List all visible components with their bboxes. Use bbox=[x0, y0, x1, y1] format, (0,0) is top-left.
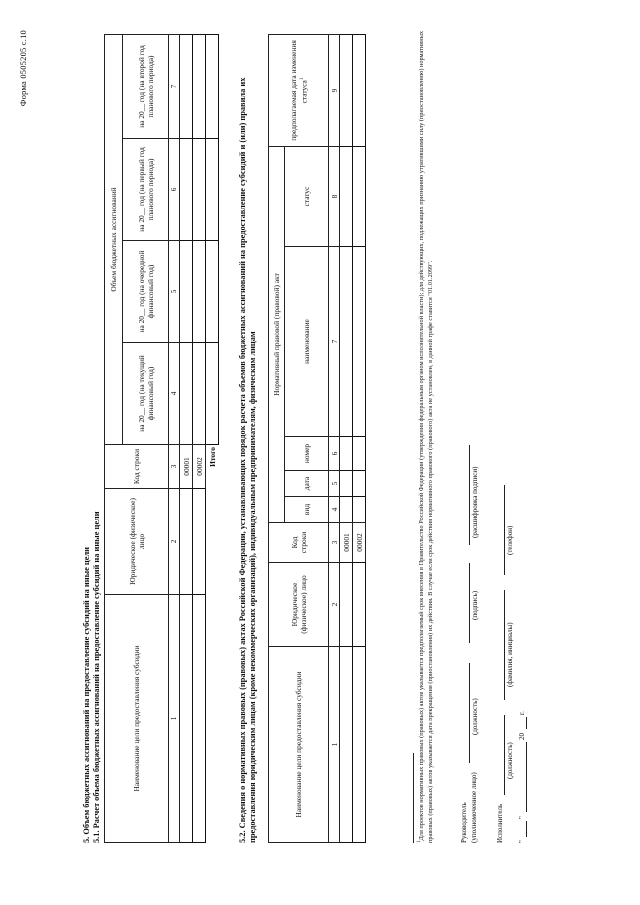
executor-fio-line bbox=[504, 590, 505, 700]
cell-row-code: 00002 bbox=[193, 445, 206, 489]
cell-entity bbox=[193, 489, 206, 595]
col-number: 6 bbox=[329, 437, 340, 471]
cell-purpose bbox=[193, 595, 206, 843]
total-value bbox=[206, 34, 219, 138]
col-number: 8 bbox=[329, 146, 340, 246]
date-year: 20 bbox=[518, 733, 526, 740]
head-decoding-caption: (расшифровка подписи) bbox=[471, 466, 479, 538]
cell-value bbox=[193, 34, 206, 138]
cell-entity bbox=[353, 563, 366, 647]
col-number: 3 bbox=[169, 445, 180, 489]
executor-fio-caption: (фамилия, инициалы) bbox=[506, 622, 514, 687]
executor-position-caption: (должность) bbox=[506, 742, 514, 779]
cell-purpose bbox=[180, 595, 193, 843]
head-decoding-line bbox=[469, 445, 470, 545]
total-value bbox=[206, 241, 219, 343]
col-number: 6 bbox=[169, 139, 180, 241]
col-number: 9 bbox=[329, 34, 340, 146]
footnote-divider bbox=[413, 753, 414, 843]
date-quote-open: " bbox=[518, 840, 526, 843]
cell-value bbox=[180, 241, 193, 343]
header-act-name: наименование bbox=[285, 247, 329, 437]
header-act-group: Нормативный правовой (правовой) акт bbox=[269, 146, 285, 522]
head-sub-label: (уполномоченное лицо) bbox=[470, 772, 478, 843]
total-value bbox=[206, 139, 219, 241]
section-5-title: 5. Объем бюджетных ассигнований на предоставление субсидий на иные цели bbox=[82, 547, 91, 843]
table-row bbox=[353, 34, 366, 842]
col-number: 4 bbox=[169, 343, 180, 445]
header-entity: Юридическое (физическое) лицо bbox=[105, 489, 169, 595]
col-number: 5 bbox=[329, 471, 340, 497]
header-act-status: статус bbox=[285, 146, 329, 246]
head-label: Руководитель bbox=[460, 802, 468, 843]
col-number: 1 bbox=[169, 595, 180, 843]
header-act-kind: вид bbox=[285, 497, 329, 523]
header-act-date: дата bbox=[285, 471, 329, 497]
cell-value bbox=[193, 241, 206, 343]
col-number: 3 bbox=[329, 523, 340, 563]
executor-position-line bbox=[504, 715, 505, 795]
total-value bbox=[206, 343, 219, 445]
date-quote-close: " bbox=[518, 816, 526, 819]
date-year-line bbox=[526, 717, 527, 729]
cell-purpose bbox=[353, 647, 366, 843]
table-row bbox=[193, 34, 206, 842]
col-number: 2 bbox=[169, 489, 180, 595]
head-signature-caption: (подпись) bbox=[471, 590, 479, 620]
header-row-code: Код строки bbox=[105, 445, 169, 489]
head-position-caption: (должность) bbox=[471, 698, 479, 735]
col-number: 5 bbox=[169, 241, 180, 343]
executor-label: Исполнитель bbox=[496, 803, 504, 843]
col-number: 1 bbox=[329, 647, 340, 843]
executor-phone-line bbox=[504, 485, 505, 575]
header-purpose: Наименование цели предоставления субсидии bbox=[269, 647, 329, 843]
date-suffix: г. bbox=[518, 711, 526, 715]
header-act-number: номер bbox=[285, 437, 329, 471]
cell-value bbox=[180, 343, 193, 445]
date-day-line bbox=[526, 821, 527, 837]
head-position-line bbox=[469, 663, 470, 763]
form-code: Форма 0505205 с.10 bbox=[18, 30, 28, 107]
head-signature-line bbox=[469, 563, 470, 643]
cell-value bbox=[193, 139, 206, 241]
executor-phone-caption: (телефон) bbox=[506, 525, 514, 555]
section-5-1-title: 5.1. Расчет объема бюджетных ассигнований на предоставление субсидий на иные цели bbox=[92, 511, 101, 843]
total-label: Итого bbox=[207, 447, 217, 467]
header-year-current: на 20__ год (на текущий финансовый год) bbox=[123, 343, 169, 445]
footnote: $^1$Для проектов нормативных правовых (правовых) актов указывается предполагаемый срок внесения в Правительство Российской Федерации (утверждения федеральным органом исполнительной власти); для действующих, подлежащих признанию утратившими силу (приостановлению) нормативных правовых (правовых) актов указывается дата прекращения (приостановления) их действия. В случае если срок действия нормативного правового (правового) акта не установлен, в данной графе ставится "01.01.2099". bbox=[417, 31, 434, 843]
cell-row-code: 00001 bbox=[340, 523, 353, 563]
budget-allocation-table bbox=[104, 34, 219, 843]
section-5-2-title: 5.2. Сведения о нормативных правовых (правовых) актах Российской Федерации, устанавливающих порядок расчета объемов бюджетных ассигнований на предоставление субсидий и (или) правила их предоставления юридическим лицам (кроме некоммерческих организаций), индивидуальным предпринимателям, физическим лицам bbox=[238, 77, 257, 843]
cell-value bbox=[180, 139, 193, 241]
header-purpose: Наименование цели предоставления субсидии bbox=[105, 595, 169, 843]
header-entity: Юридическое (физическое) лицо bbox=[269, 563, 329, 647]
header-row-code: Код строки bbox=[269, 523, 329, 563]
header-allocation-group: Объем бюджетных ассигнований bbox=[105, 34, 123, 444]
cell-value bbox=[180, 34, 193, 138]
cell-entity bbox=[340, 563, 353, 647]
cell-purpose bbox=[340, 647, 353, 843]
date-month-line bbox=[526, 742, 527, 812]
cell-value bbox=[193, 343, 206, 445]
total-row bbox=[206, 34, 219, 842]
table-row bbox=[180, 34, 193, 842]
col-number: 7 bbox=[169, 34, 180, 138]
cell-row-code: 00002 bbox=[353, 523, 366, 563]
cell-entity bbox=[180, 489, 193, 595]
table-row bbox=[340, 34, 353, 842]
cell-row-code: 00001 bbox=[180, 445, 193, 489]
col-number: 4 bbox=[329, 497, 340, 523]
header-year-plan2: на 20__ год (на второй год планового периода) bbox=[123, 34, 169, 138]
col-number: 2 bbox=[329, 563, 340, 647]
normative-acts-table bbox=[268, 34, 366, 843]
col-number: 7 bbox=[329, 247, 340, 437]
header-year-next: на 20__ год (на очередной финансовый год) bbox=[123, 241, 169, 343]
header-year-plan1: на 20__ год (на первый год планового периода) bbox=[123, 139, 169, 241]
header-expected-date: предполагаемая дата изменения статуса$^1$ bbox=[269, 34, 329, 146]
